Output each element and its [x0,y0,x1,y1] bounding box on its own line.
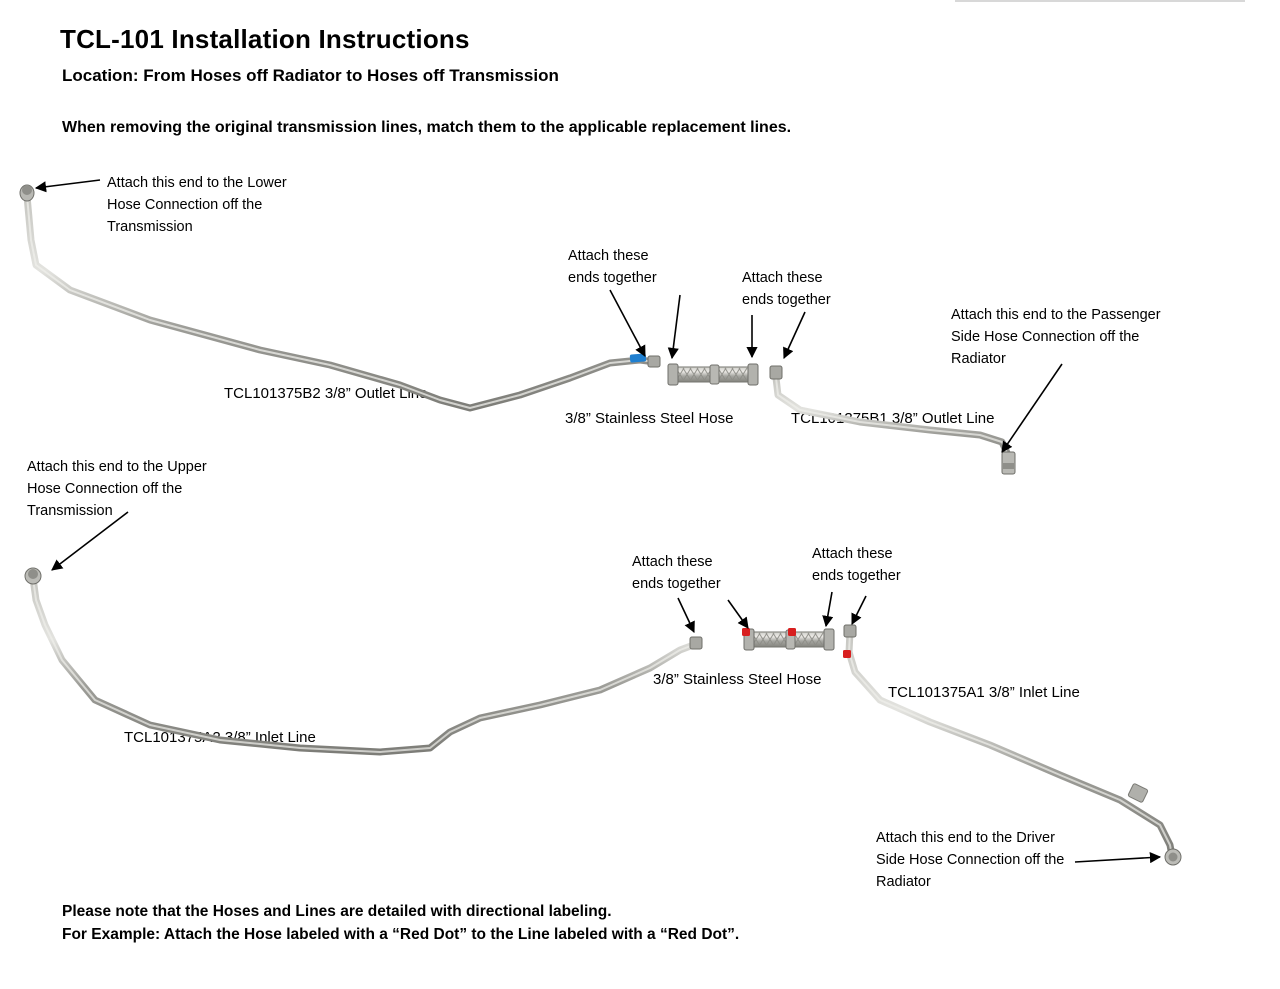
arrow-attach-ends-1-b [672,295,680,358]
footer-note-line1: Please note that the Hoses and Lines are detailed with directional labeling. [62,903,612,920]
callout-lower-hose-transmission-line3: Transmission [107,219,193,235]
line-tcl101375a2 [25,568,702,752]
matching-instruction: When removing the original transmission lines, match them to the applicable replacement lines. [62,119,792,136]
hose-top-stainless [668,364,758,385]
arrow-upper-hose-transmission [52,512,128,570]
hose-top-ferrule-left [668,364,678,385]
fitting-a1-radiator-end [1165,849,1181,865]
arrow-attach-ends-4-b [852,596,866,624]
line-tcl101375b1 [770,366,1015,474]
callout-arrows [36,180,1160,862]
callout-attach-ends-1-line1: Attach these [568,248,649,264]
callout-lower-hose-transmission-line1: Attach this end to the Lower [107,175,287,191]
line-tcl101375a1 [843,625,1181,865]
callout-driver-side-radiator-line2: Side Hose Connection off the [876,852,1065,868]
callout-attach-ends-2-line2: ends together [742,292,831,308]
location-subtitle: Location: From Hoses off Radiator to Hoses off Transmission [62,66,559,85]
part-label-inlet-a1: TCL101375A1 3/8” Inlet Line [888,684,1080,701]
arrow-attach-ends-1-a [610,290,645,356]
arrow-attach-ends-3-a [678,598,694,632]
callout-driver-side-radiator-line1: Attach this end to the Driver [876,830,1055,846]
arrow-lower-hose-transmission [36,180,100,188]
part-label-outlet-b2: TCL101375B2 3/8” Outlet Line [224,385,428,402]
callout-attach-ends-4-line1: Attach these [812,546,893,562]
callout-passenger-side-radiator-line3: Radiator [951,351,1006,367]
fitting-b2-transmission-end [20,185,34,201]
footer-note-line2: For Example: Attach the Hose labeled with a “Red Dot” to the Line labeled with a “Red Dot”. [62,926,740,943]
callout-upper-hose-transmission-line1: Attach this end to the Upper [27,459,207,475]
callout-driver-side-radiator-line3: Radiator [876,874,931,890]
callout-upper-hose-transmission-line2: Hose Connection off the [27,481,183,497]
line-tcl101375b2 [20,185,660,408]
fitting-b1-hose-end [770,366,782,379]
arrow-attach-ends-2-b [784,312,805,358]
callout-attach-ends-2-line1: Attach these [742,270,823,286]
part-label-outlet-b1: TCL101375B1 3/8” Outlet Line [791,410,995,427]
callout-passenger-side-radiator-line1: Attach this end to the Passenger [951,307,1161,323]
callout-upper-hose-transmission-line3: Transmission [27,503,113,519]
red-dot-marker-hose-right [788,628,796,636]
page-title: TCL-101 Installation Instructions [60,24,470,54]
callout-attach-ends-1-line2: ends together [568,270,657,286]
arrow-passenger-side-radiator [1002,364,1062,452]
fitting-b2-hose-end [648,356,660,367]
part-label-hose-bottom: 3/8” Stainless Steel Hose [653,671,822,688]
hose-top-ferrule-right [748,364,758,385]
callout-attach-ends-3-line1: Attach these [632,554,713,570]
callout-attach-ends-4-line2: ends together [812,568,901,584]
hose-top-middle-band [710,365,719,384]
red-dot-marker-hose-left [742,628,750,636]
arrow-driver-side-radiator [1075,857,1160,862]
fitting-a1-hose-end [844,625,856,637]
callout-passenger-side-radiator-line2: Side Hose Connection off the [951,329,1140,345]
fitting-a2-transmission-end [25,568,41,584]
fitting-a1-mid-clip [1128,783,1149,803]
arrow-attach-ends-3-b [728,600,748,628]
fitting-b1-radiator-end [1002,452,1015,474]
callout-lower-hose-transmission-line2: Hose Connection off the [107,197,263,213]
part-label-hose-top: 3/8” Stainless Steel Hose [565,410,734,427]
arrow-attach-ends-4-a [826,592,832,626]
fitting-a2-hose-end [690,637,702,649]
hose-bottom-ferrule-right [824,629,834,650]
part-label-inlet-a2: TCL101375A2 3/8” Inlet Line [124,729,316,746]
hose-bottom-stainless [742,628,834,650]
callout-attach-ends-3-line2: ends together [632,576,721,592]
red-dot-marker-a1 [843,650,851,658]
